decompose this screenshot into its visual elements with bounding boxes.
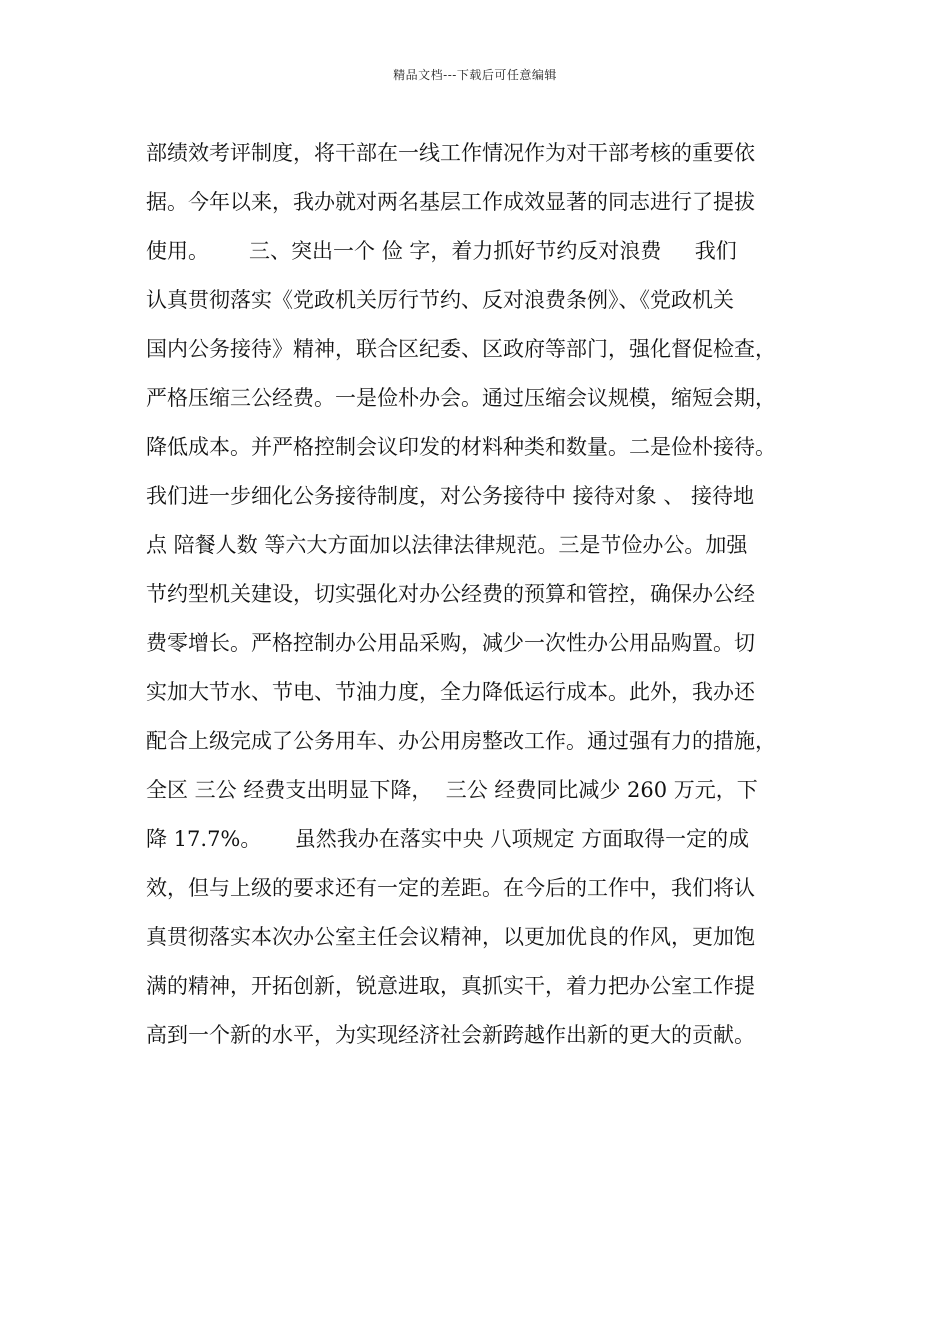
text-line: 实加大节水、节电、节油力度，全力降低运行成本。此外，我办还 — [146, 680, 755, 704]
text-line: 效，但与上级的要求还有一定的差距。在今后的工作中，我们将认 — [146, 876, 755, 900]
page-header: 精品文档---下载后可任意编辑 — [393, 68, 557, 82]
text-line: 全区 三公 经费支出明显下降， 三公 经费同比减少 260 万元，下 — [146, 778, 758, 802]
text-line: 真贯彻落实本次办公室主任会议精神，以更加优良的作风，更加饱 — [146, 925, 755, 949]
text-line: 据。今年以来，我办就对两名基层工作成效显著的同志进行了提拔 — [146, 190, 755, 214]
text-line: 降 17.7%。 虽然我办在落实中央 八项规定 方面取得一定的成 — [146, 827, 750, 851]
text-line: 国内公务接待》精神，联合区纪委、区政府等部门，强化督促检查， — [146, 337, 776, 361]
text-line: 严格压缩三公经费。一是俭朴办会。通过压缩会议规模，缩短会期， — [146, 386, 776, 410]
text-line: 使用。 三、突出一个 俭 字，着力抓好节约反对浪费 我们 — [146, 239, 737, 263]
text-line: 费零增长。严格控制办公用品采购，减少一次性办公用品购置。切 — [146, 631, 755, 655]
text-line: 认真贯彻落实《党政机关厉行节约、反对浪费条例》、《党政机关 — [146, 288, 734, 312]
text-line: 满的精神，开拓创新，锐意进取，真抓实干，着力把办公室工作提 — [146, 974, 755, 998]
text-line: 节约型机关建设，切实强化对办公经费的预算和管控，确保办公经 — [146, 582, 755, 606]
text-line: 我们进一步细化公务接待制度，对公务接待中 接待对象 、 接待地 — [146, 484, 755, 508]
text-line: 降低成本。并严格控制会议印发的材料种类和数量。二是俭朴接待。 — [146, 435, 776, 459]
text-line: 点 陪餐人数 等六大方面加以法律法律规范。三是节俭办公。加强 — [146, 533, 748, 557]
text-line: 部绩效考评制度，将干部在一线工作情况作为对干部考核的重要依 — [146, 141, 755, 165]
text-line: 高到一个新的水平，为实现经济社会新跨越作出新的更大的贡献。 — [146, 1023, 755, 1047]
text-line: 配合上级完成了公务用车、办公用房整改工作。通过强有力的措施， — [146, 729, 776, 753]
body-text — [146, 129, 836, 1060]
